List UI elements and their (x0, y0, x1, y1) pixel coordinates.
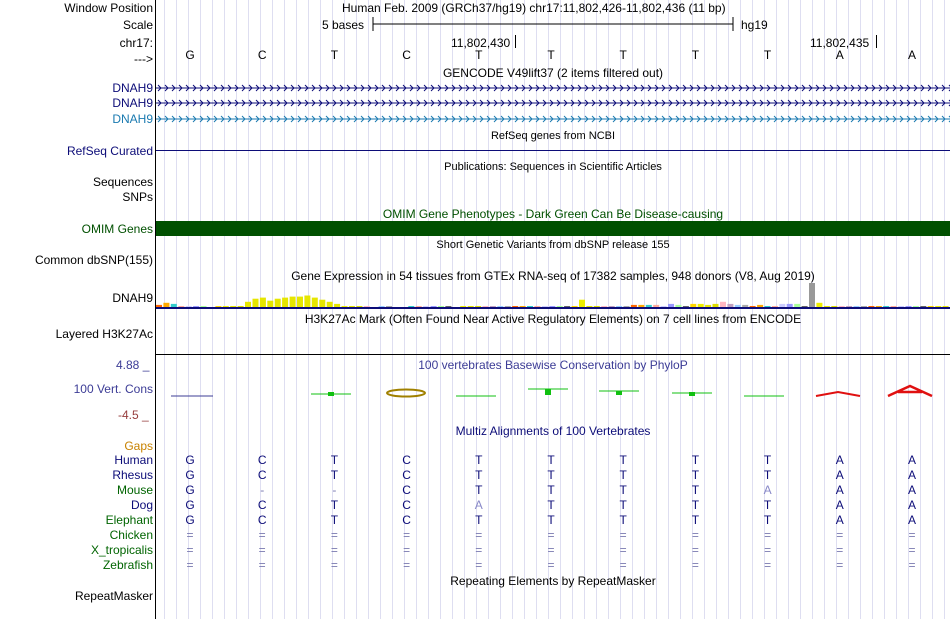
alignment-base: = (908, 543, 916, 557)
alignment-base: T (330, 498, 339, 512)
alignment-base: T (763, 468, 772, 482)
alignment-base: A (835, 453, 844, 467)
sequence-base: A (907, 48, 916, 62)
alignment-base: = (475, 558, 483, 572)
chrom-label: chr17: (119, 36, 153, 50)
alignment-base: C (257, 513, 267, 527)
alignment-base: - (332, 483, 337, 497)
gencode-title[interactable]: GENCODE V49lift37 (2 items filtered out) (442, 66, 664, 80)
window-position-value: Human Feb. 2009 (GRCh37/hg19) chr17:11,802,426-11,802,436 (11 bp) (342, 1, 726, 15)
sequence-base: T (763, 48, 772, 62)
gtex-bar[interactable] (312, 298, 318, 307)
alignment-base: T (547, 498, 555, 512)
alignment-base: A (474, 498, 483, 512)
alignment-base: = (908, 528, 916, 542)
sequence-base: T (475, 48, 483, 62)
phylop-min: -4.5 _ (118, 408, 149, 422)
omim-label[interactable]: OMIM Genes (81, 222, 153, 236)
alignment-base: T (619, 453, 627, 467)
alignment-base: T (619, 483, 627, 497)
alignment-base: = (186, 528, 194, 542)
sequence-base: C (257, 48, 267, 62)
omim-feature[interactable] (156, 221, 950, 236)
alignment-base: = (764, 528, 772, 542)
alignment-base: A (907, 498, 916, 512)
coord-left-tick (515, 35, 516, 48)
alignment-base: = (547, 558, 555, 572)
alignment-base: T (475, 453, 483, 467)
alignment-base: T (547, 468, 555, 482)
alignment-base: C (257, 453, 267, 467)
alignment-base: = (475, 528, 483, 542)
alignment-base: T (547, 513, 555, 527)
species-label[interactable]: Dog (130, 498, 153, 512)
sequence-base: T (330, 48, 339, 62)
publications-title[interactable]: Publications: Sequences in Scientific Articles (444, 161, 662, 173)
alignment-base: = (836, 543, 844, 557)
alignment-base: C (402, 498, 411, 512)
h3k27ac-label[interactable]: Layered H3K27Ac (55, 327, 153, 341)
alignment-base: C (402, 468, 411, 482)
refseq-label[interactable]: RefSeq Curated (66, 144, 153, 158)
alignment-base: = (403, 543, 411, 557)
alignment-base: = (547, 543, 555, 557)
multiz-gaps-label[interactable]: Gaps (124, 439, 153, 453)
alignment-base: A (835, 483, 844, 497)
alignment-base: T (619, 498, 627, 512)
alignment-base: T (330, 513, 339, 527)
alignment-base: C (402, 483, 411, 497)
sequence-base: T (547, 48, 555, 62)
sequence-base: A (835, 48, 844, 62)
alignment-base: A (907, 468, 916, 482)
gencode-gene-label[interactable]: DNAH9 (112, 96, 153, 110)
phylop-label[interactable]: 100 Vert. Cons (73, 382, 153, 396)
scale-bar (372, 16, 734, 32)
species-label[interactable]: X_tropicalis (90, 543, 153, 557)
sequence-base: G (185, 48, 195, 62)
alignment-base: C (402, 513, 411, 527)
h3k27ac-baseline (156, 354, 950, 355)
phylop-max: 4.88 _ (116, 358, 150, 372)
sequence-base: T (691, 48, 700, 62)
gtex-chart[interactable] (156, 283, 950, 308)
alignment-base: T (619, 513, 627, 527)
scale-text: 5 bases (322, 18, 365, 32)
alignment-base: T (619, 468, 627, 482)
alignment-base: = (186, 543, 194, 557)
alignment-base: = (186, 558, 194, 572)
alignment-base: = (330, 558, 338, 572)
alignment-base: T (547, 453, 555, 467)
alignment-base: T (475, 513, 483, 527)
species-label[interactable]: Rhesus (112, 468, 153, 482)
alignment-base: T (475, 468, 483, 482)
alignment-base: = (691, 528, 699, 542)
publications-snps-label[interactable]: SNPs (122, 190, 153, 204)
alignment-base: T (330, 453, 339, 467)
alignment-base: A (835, 498, 844, 512)
gtex-bar[interactable] (253, 299, 259, 307)
alignment-base: G (185, 483, 195, 497)
gtex-bar[interactable] (809, 283, 815, 307)
species-label[interactable]: Elephant (105, 513, 153, 527)
alignment-base: T (475, 483, 483, 497)
sequence-base: C (402, 48, 411, 62)
alignment-base: A (835, 513, 844, 527)
species-label[interactable]: Mouse (116, 483, 153, 497)
alignment-base: T (547, 483, 555, 497)
alignment-base: G (185, 498, 195, 512)
alignment-base: G (185, 468, 195, 482)
alignment-base: A (907, 483, 916, 497)
coord-right: 11,802,435 (810, 36, 870, 50)
alignment-base: = (403, 558, 411, 572)
alignment-base: = (330, 528, 338, 542)
omim-title[interactable]: OMIM Gene Phenotypes - Dark Green Can Be Disease-causing (382, 207, 724, 221)
alignment-base: C (257, 498, 267, 512)
refseq-title[interactable]: RefSeq genes from NCBI (490, 130, 616, 142)
alignment-base: = (258, 543, 266, 557)
species-label[interactable]: Human (114, 453, 153, 467)
alignment-base: T (763, 513, 772, 527)
coord-left: 11,802,430 (451, 36, 511, 50)
alignment-base: = (475, 543, 483, 557)
gtex-bar[interactable] (304, 296, 310, 308)
gtex-bar[interactable] (319, 300, 325, 307)
alignment-base: T (691, 483, 700, 497)
alignment-base: = (619, 543, 627, 557)
gencode-gene-label[interactable]: DNAH9 (112, 112, 153, 126)
alignment-base: C (257, 468, 267, 482)
alignment-base: = (836, 558, 844, 572)
gtex-label[interactable]: DNAH9 (112, 291, 153, 305)
window-position-label: Window Position (64, 1, 153, 15)
gtex-bar[interactable] (579, 300, 585, 307)
alignment-base: T (763, 498, 772, 512)
repeatmasker-label[interactable]: RepeatMasker (74, 589, 153, 603)
phylop-logo[interactable] (156, 380, 950, 404)
refseq-line[interactable] (156, 150, 950, 151)
alignment-base: = (908, 558, 916, 572)
alignment-base: C (402, 453, 411, 467)
alignment-base: T (691, 513, 700, 527)
alignment-base: A (907, 513, 916, 527)
alignment-base: = (691, 543, 699, 557)
alignment-base: = (547, 528, 555, 542)
scale-assembly: hg19 (741, 18, 768, 32)
alignment-base: G (185, 453, 195, 467)
alignment-base: = (330, 543, 338, 557)
alignment-base: = (258, 558, 266, 572)
coord-right-tick (876, 35, 877, 48)
repeatmasker-title[interactable]: Repeating Elements by RepeatMasker (450, 574, 656, 588)
sequence-row (156, 48, 950, 63)
sequence-base: T (619, 48, 627, 62)
alignment-base: T (691, 453, 700, 467)
multiz-title[interactable]: Multiz Alignments of 100 Vertebrates (455, 424, 651, 438)
species-label[interactable]: Zebrafish (102, 558, 153, 572)
alignment-base: = (619, 528, 627, 542)
alignment-base: = (764, 558, 772, 572)
dbsnp-title[interactable]: Short Genetic Variants from dbSNP release 155 (436, 239, 670, 251)
publications-sequences-label[interactable]: Sequences (92, 175, 153, 189)
alignment-base: A (907, 453, 916, 467)
species-label[interactable]: Chicken (109, 528, 153, 542)
strand-label: ---> (134, 52, 153, 66)
gtex-bar[interactable] (260, 298, 266, 307)
alignment-base: = (764, 543, 772, 557)
gtex-bar[interactable] (282, 298, 288, 307)
alignment-base: = (836, 528, 844, 542)
alignment-base: - (260, 483, 265, 497)
alignment-base: G (185, 513, 195, 527)
phylop-title[interactable]: 100 vertebrates Basewise Conservation by PhyloP (418, 358, 688, 372)
alignment-base: = (258, 528, 266, 542)
gencode-transcript[interactable] (156, 98, 950, 108)
dbsnp-label[interactable]: Common dbSNP(155) (34, 253, 153, 267)
gtex-bar[interactable] (290, 297, 296, 307)
gtex-gene-line (156, 307, 950, 309)
gtex-bar[interactable] (275, 299, 281, 307)
alignment-base: = (403, 528, 411, 542)
alignment-base: T (763, 453, 772, 467)
gencode-transcript[interactable] (156, 114, 950, 124)
gencode-transcript[interactable] (156, 83, 950, 93)
alignment-base: T (691, 498, 700, 512)
alignment-base: T (330, 468, 339, 482)
alignment-base: = (691, 558, 699, 572)
alignment-base: T (691, 468, 700, 482)
alignment-base: A (835, 468, 844, 482)
gencode-gene-label[interactable]: DNAH9 (112, 81, 153, 95)
h3k27ac-title[interactable]: H3K27Ac Mark (Often Found Near Active Regulatory Elements) on 7 cell lines from ENCODE (304, 312, 802, 326)
alignment-base: A (763, 483, 772, 497)
alignment-base: = (619, 558, 627, 572)
scale-label: Scale (122, 18, 153, 32)
gtex-bar[interactable] (297, 297, 303, 307)
gtex-title[interactable]: Gene Expression in 54 tissues from GTEx RNA-seq of 17382 samples, 948 donors (V8, Aug 2019) (291, 269, 815, 283)
